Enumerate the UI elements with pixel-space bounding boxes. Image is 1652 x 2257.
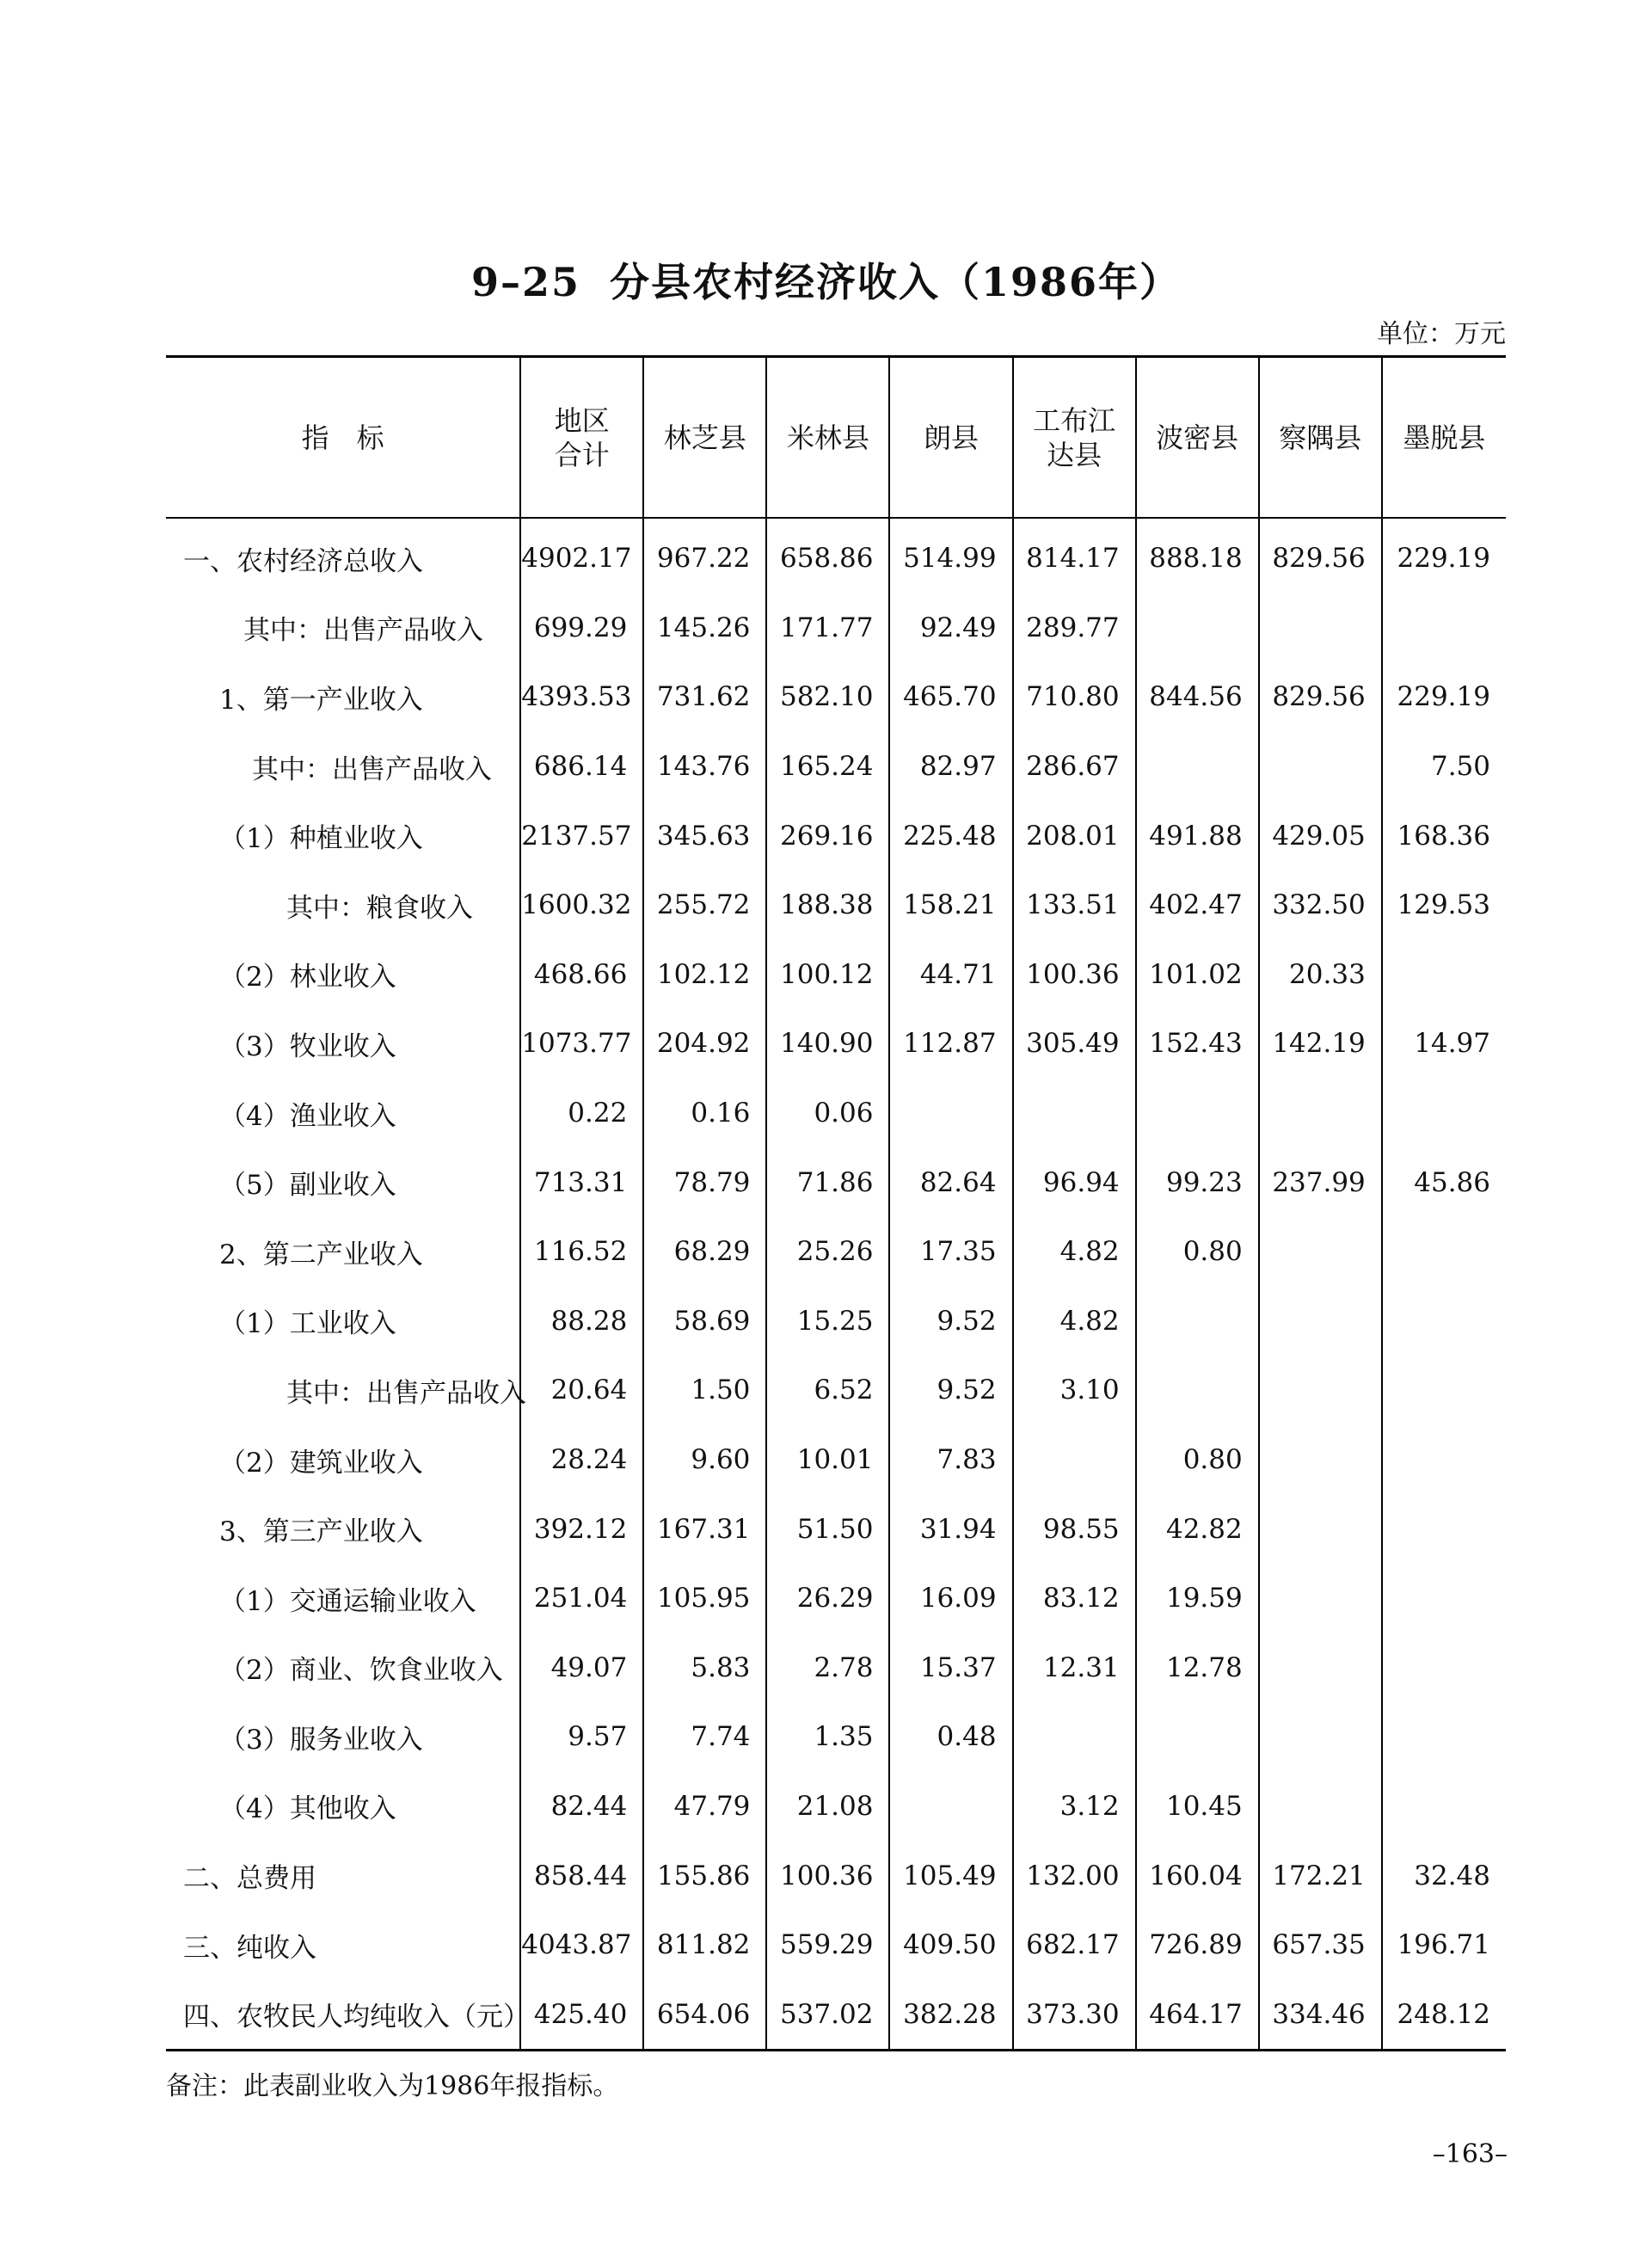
value-cell: 491.88 [1136,801,1259,870]
row-label: 1、第一产业收入 [219,684,423,716]
value-cell: 49.07 [520,1633,643,1703]
value-cell: 686.14 [520,732,643,802]
table-row [166,1494,1506,1564]
value-cell: 10.01 [766,1425,889,1495]
value-cell: 105.49 [889,1841,1012,1910]
value-cell: 402.47 [1136,870,1259,940]
table-body [166,518,1506,2051]
value-cell: 112.87 [889,1009,1012,1079]
page-number: –163– [1432,2139,1508,2169]
value-cell [1382,1564,1506,1633]
value-cell: 345.63 [643,801,766,870]
value-cell [1259,1287,1382,1356]
value-cell [1382,1287,1506,1356]
value-cell: 82.64 [889,1147,1012,1217]
table-row [166,1564,1506,1633]
value-cell: 829.56 [1259,518,1382,593]
value-cell: 658.86 [766,518,889,593]
table-row [166,1979,1506,2050]
row-label: （3）牧业收入 [219,1030,396,1062]
row-label: 其中：出售产品收入 [286,1377,526,1409]
value-cell: 15.37 [889,1633,1012,1703]
value-cell [1382,1425,1506,1495]
header-cell: 林芝县 [643,357,766,519]
header-cell: 米林县 [766,357,889,519]
table-row [166,732,1506,802]
value-cell: 7.50 [1382,732,1506,802]
value-cell: 31.94 [889,1494,1012,1564]
value-cell: 888.18 [1136,518,1259,593]
table-row [166,870,1506,940]
value-cell: 0.80 [1136,1217,1259,1287]
value-cell [1382,940,1506,1010]
value-cell [1382,1494,1506,1564]
value-cell: 654.06 [643,1979,766,2050]
table-row [166,1217,1506,1287]
value-cell [1259,1772,1382,1842]
table-row [166,1287,1506,1356]
value-cell: 2137.57 [520,801,643,870]
value-cell: 143.76 [643,732,766,802]
table-row [166,662,1506,732]
value-cell: 7.74 [643,1702,766,1772]
row-label: （4）其他收入 [219,1793,396,1825]
value-cell: 225.48 [889,801,1012,870]
value-cell [1136,593,1259,663]
unit-label: 单位：万元 [1377,319,1506,349]
value-cell: 9.52 [889,1356,1012,1425]
value-cell: 21.08 [766,1772,889,1842]
value-cell: 208.01 [1013,801,1136,870]
value-cell: 82.97 [889,732,1012,802]
value-cell [889,1772,1012,1842]
value-cell: 5.83 [643,1633,766,1703]
row-label: 其中：粮食收入 [286,892,473,924]
table-row [166,940,1506,1010]
value-cell: 15.25 [766,1287,889,1356]
value-cell: 334.46 [1259,1979,1382,2050]
value-cell: 82.44 [520,1772,643,1842]
value-cell: 140.90 [766,1009,889,1079]
value-cell: 0.06 [766,1079,889,1148]
value-cell: 51.50 [766,1494,889,1564]
row-label: （1）种植业收入 [219,823,423,855]
row-label: 三、纯收入 [183,1932,316,1964]
value-cell [1259,1494,1382,1564]
value-cell: 305.49 [1013,1009,1136,1079]
value-cell: 171.77 [766,593,889,663]
value-cell: 9.52 [889,1287,1012,1356]
value-cell: 3.10 [1013,1356,1136,1425]
value-cell [1382,1356,1506,1425]
value-cell: 713.31 [520,1147,643,1217]
data-table [166,355,1506,2051]
value-cell: 814.17 [1013,518,1136,593]
table-row [166,1425,1506,1495]
value-cell [1382,1217,1506,1287]
value-cell [1259,1079,1382,1148]
value-cell: 132.00 [1013,1841,1136,1910]
table-row [166,1841,1506,1910]
value-cell: 4.82 [1013,1217,1136,1287]
row-label: 一、农村经济总收入 [183,545,423,577]
header-cell: 察隅县 [1259,357,1382,519]
value-cell: 204.92 [643,1009,766,1079]
value-cell [1259,1564,1382,1633]
value-cell: 373.30 [1013,1979,1136,2050]
value-cell: 1600.32 [520,870,643,940]
table-row [166,1079,1506,1148]
row-label: （3）服务业收入 [219,1724,423,1756]
value-cell: 657.35 [1259,1910,1382,1980]
value-cell: 237.99 [1259,1147,1382,1217]
value-cell: 100.12 [766,940,889,1010]
value-cell: 682.17 [1013,1910,1136,1980]
value-cell: 188.38 [766,870,889,940]
row-label: 3、第三产业收入 [219,1516,423,1548]
value-cell: 100.36 [766,1841,889,1910]
value-cell: 0.22 [520,1079,643,1148]
value-cell: 45.86 [1382,1147,1506,1217]
row-label: （2）林业收入 [219,962,396,993]
value-cell: 248.12 [1382,1979,1506,2050]
value-cell: 811.82 [643,1910,766,1980]
row-label: （1）交通运输业收入 [219,1585,476,1617]
table-row [166,1009,1506,1079]
value-cell: 429.05 [1259,801,1382,870]
table-row [166,1356,1506,1425]
value-cell: 78.79 [643,1147,766,1217]
value-cell: 858.44 [520,1841,643,1910]
value-cell: 105.95 [643,1564,766,1633]
value-cell [889,1079,1012,1148]
value-cell [1382,1079,1506,1148]
row-label: （1）工业收入 [219,1308,396,1340]
value-cell: 9.60 [643,1425,766,1495]
header-cell: 地区 合计 [520,357,643,519]
value-cell: 4.82 [1013,1287,1136,1356]
value-cell: 465.70 [889,662,1012,732]
value-cell: 468.66 [520,940,643,1010]
header-cell: 朗县 [889,357,1012,519]
value-cell: 26.29 [766,1564,889,1633]
value-cell: 289.77 [1013,593,1136,663]
table-container [166,355,1506,2051]
value-cell: 25.26 [766,1217,889,1287]
table-row [166,801,1506,870]
value-cell: 537.02 [766,1979,889,2050]
value-cell: 967.22 [643,518,766,593]
value-cell: 699.29 [520,593,643,663]
row-label: 其中：出售产品收入 [252,753,492,785]
value-cell: 269.16 [766,801,889,870]
value-cell: 20.64 [520,1356,643,1425]
value-cell: 2.78 [766,1633,889,1703]
value-cell: 68.29 [643,1217,766,1287]
value-cell: 1.50 [643,1356,766,1425]
value-cell [1013,1702,1136,1772]
value-cell: 9.57 [520,1702,643,1772]
value-cell: 10.45 [1136,1772,1259,1842]
value-cell: 392.12 [520,1494,643,1564]
value-cell: 116.52 [520,1217,643,1287]
value-cell: 16.09 [889,1564,1012,1633]
value-cell: 20.33 [1259,940,1382,1010]
row-label: 其中：出售产品收入 [243,615,483,647]
value-cell: 101.02 [1136,940,1259,1010]
header-cell: 墨脱县 [1382,357,1506,519]
value-cell: 32.48 [1382,1841,1506,1910]
page-title [0,251,1652,308]
value-cell: 167.31 [643,1494,766,1564]
value-cell: 229.19 [1382,518,1506,593]
value-cell: 58.69 [643,1287,766,1356]
value-cell: 731.62 [643,662,766,732]
value-cell: 251.04 [520,1564,643,1633]
value-cell: 17.35 [889,1217,1012,1287]
value-cell: 1073.77 [520,1009,643,1079]
header-cell: 指 标 [166,357,520,519]
value-cell: 0.16 [643,1079,766,1148]
table-row [166,1772,1506,1842]
row-label: （2）商业、饮食业收入 [219,1655,503,1687]
value-cell: 102.12 [643,940,766,1010]
value-cell: 12.78 [1136,1633,1259,1703]
value-cell: 425.40 [520,1979,643,2050]
value-cell: 844.56 [1136,662,1259,732]
value-cell [1259,732,1382,802]
value-cell: 0.80 [1136,1425,1259,1495]
value-cell: 168.36 [1382,801,1506,870]
value-cell [1136,1287,1259,1356]
value-cell: 196.71 [1382,1910,1506,1980]
value-cell: 409.50 [889,1910,1012,1980]
value-cell [1382,593,1506,663]
value-cell: 160.04 [1136,1841,1259,1910]
row-label: 二、总费用 [183,1863,316,1895]
value-cell: 332.50 [1259,870,1382,940]
value-cell: 129.53 [1382,870,1506,940]
value-cell [1382,1702,1506,1772]
header-cell: 波密县 [1136,357,1259,519]
value-cell: 92.49 [889,593,1012,663]
value-cell: 145.26 [643,593,766,663]
table-row [166,1633,1506,1703]
value-cell: 42.82 [1136,1494,1259,1564]
value-cell: 14.97 [1382,1009,1506,1079]
value-cell: 155.86 [643,1841,766,1910]
value-cell: 12.31 [1013,1633,1136,1703]
value-cell: 165.24 [766,732,889,802]
value-cell: 4043.87 [520,1910,643,1980]
table-row [166,1910,1506,1980]
value-cell: 83.12 [1013,1564,1136,1633]
value-cell: 726.89 [1136,1910,1259,1980]
table-row [166,593,1506,663]
value-cell: 382.28 [889,1979,1012,2050]
value-cell [1259,593,1382,663]
value-cell: 1.35 [766,1702,889,1772]
value-cell: 3.12 [1013,1772,1136,1842]
value-cell [1382,1772,1506,1842]
value-cell: 88.28 [520,1287,643,1356]
table-row [166,1147,1506,1217]
value-cell: 229.19 [1382,662,1506,732]
table-title: 分县农村经济收入（1986年） [610,259,1182,305]
value-cell: 286.67 [1013,732,1136,802]
table-row [166,518,1506,593]
row-label: （5）副业收入 [219,1170,396,1202]
value-cell: 133.51 [1013,870,1136,940]
header-row [166,357,1506,519]
value-cell: 28.24 [520,1425,643,1495]
value-cell: 514.99 [889,518,1012,593]
value-cell [1136,1356,1259,1425]
value-cell: 158.21 [889,870,1012,940]
value-cell: 172.21 [1259,1841,1382,1910]
value-cell: 710.80 [1013,662,1136,732]
value-cell [1259,1425,1382,1495]
value-cell [1259,1356,1382,1425]
value-cell: 142.19 [1259,1009,1382,1079]
row-label: 四、农牧民人均纯收入（元） [183,2002,530,2033]
row-label: （4）渔业收入 [219,1100,396,1132]
value-cell: 152.43 [1136,1009,1259,1079]
value-cell: 582.10 [766,662,889,732]
row-label: 2、第二产业收入 [219,1239,423,1270]
value-cell [1136,1702,1259,1772]
value-cell: 99.23 [1136,1147,1259,1217]
value-cell: 71.86 [766,1147,889,1217]
value-cell [1136,1079,1259,1148]
value-cell: 100.36 [1013,940,1136,1010]
value-cell [1013,1079,1136,1148]
table-row [166,1702,1506,1772]
header-cell: 工布江 达县 [1013,357,1136,519]
value-cell: 464.17 [1136,1979,1259,2050]
value-cell: 0.48 [889,1702,1012,1772]
value-cell: 47.79 [643,1772,766,1842]
value-cell [1382,1633,1506,1703]
value-cell: 255.72 [643,870,766,940]
value-cell [1259,1217,1382,1287]
value-cell [1013,1425,1136,1495]
row-label: （2）建筑业收入 [219,1447,423,1479]
value-cell: 7.83 [889,1425,1012,1495]
value-cell: 44.71 [889,940,1012,1010]
value-cell: 96.94 [1013,1147,1136,1217]
value-cell [1136,732,1259,802]
value-cell: 559.29 [766,1910,889,1980]
value-cell: 4393.53 [520,662,643,732]
value-cell [1259,1702,1382,1772]
value-cell [1259,1633,1382,1703]
value-cell: 4902.17 [520,518,643,593]
value-cell: 19.59 [1136,1564,1259,1633]
footnote: 备注：此表副业收入为1986年报指标。 [166,2071,619,2101]
value-cell: 98.55 [1013,1494,1136,1564]
value-cell: 6.52 [766,1356,889,1425]
table-number: 9–25 [470,259,580,305]
value-cell: 829.56 [1259,662,1382,732]
